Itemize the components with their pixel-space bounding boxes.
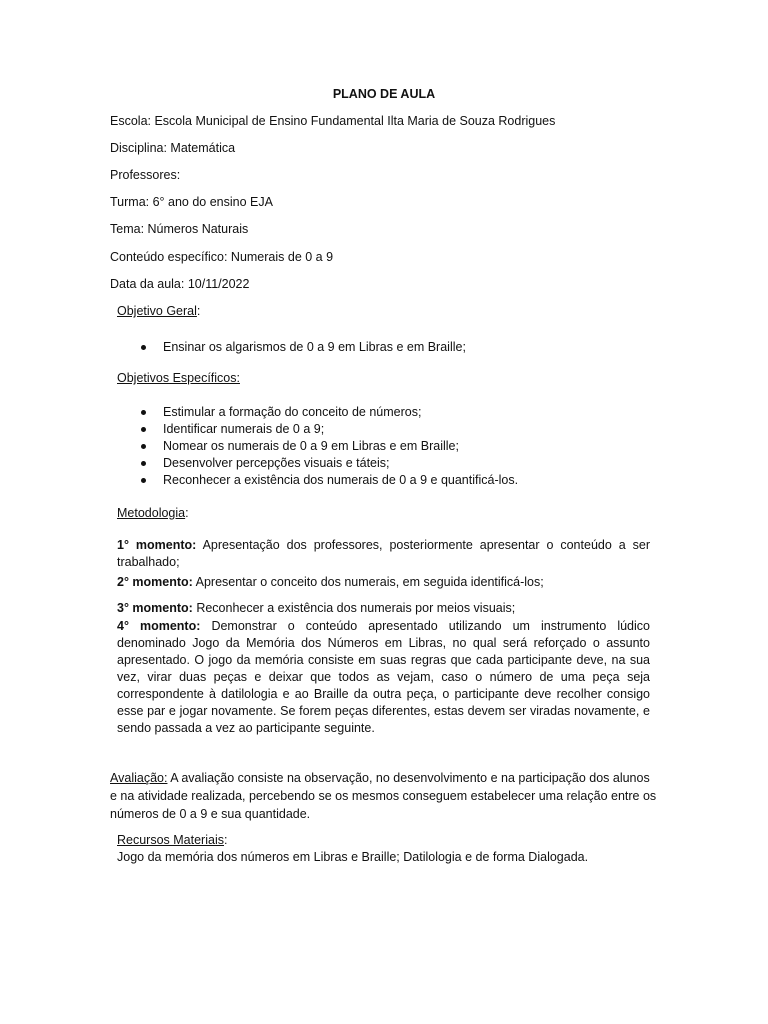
specific-objectives-heading [117, 371, 240, 385]
document-title: PLANO DE AULA [332, 87, 436, 101]
specific-objectives-list [135, 404, 518, 489]
moment-1-paragraph [117, 537, 650, 571]
moment-1-text: Apresentação dos professores, posteriormente apresentar o conteúdo a ser trabalhado; [117, 538, 650, 569]
theme-field: Tema: Números Naturais [110, 222, 249, 236]
general-objective-heading-colon: : [196, 304, 201, 318]
list-item: Desenvolver percepções visuais e táteis; [135, 455, 518, 472]
general-objective-heading-text: Objetivo Geral [117, 304, 197, 318]
methodology-heading-colon: : [185, 506, 189, 520]
moment-1-label: 1° momento: [117, 538, 197, 552]
moment-3-paragraph [117, 600, 650, 617]
moment-3-label: 3° momento: [117, 601, 193, 615]
methodology-heading-text: Metodologia [117, 506, 186, 520]
content-field: Conteúdo específico: Numerais de 0 a 9 [110, 250, 334, 264]
list-item: Reconhecer a existência dos numerais de 0 a 9 e quantificá-los. [135, 472, 518, 489]
class-field: Turma: 6° ano do ensino EJA [110, 195, 273, 209]
resources-heading-text: Recursos Materiais [117, 833, 224, 847]
moment-2-label: 2° momento: [117, 575, 193, 589]
evaluation-paragraph [110, 769, 660, 823]
moment-4-paragraph [117, 618, 650, 737]
list-item: Ensinar os algarismos de 0 a 9 em Libras e em Braille; [135, 339, 466, 356]
teachers-field: Professores: [110, 168, 181, 182]
subject-field: Disciplina: Matemática [110, 141, 236, 155]
moment-2-text: Apresentar o conceito dos numerais, em seguida identificá-los; [192, 575, 544, 589]
list-item: Estimular a formação do conceito de números; [135, 404, 518, 421]
general-objective-list [135, 339, 466, 356]
list-item: Nomear os numerais de 0 a 9 em Libras e em Braille; [135, 438, 518, 455]
evaluation-text: A avaliação consiste na observação, no desenvolvimento e na participação dos alunos e na atividade realizada, percebendo se os mesmos conseguem estabelecer uma relação entre os números de 0 a 9 e sua quantidade. [110, 771, 657, 821]
evaluation-heading: Avaliação: [110, 771, 168, 785]
resources-heading [117, 832, 677, 849]
specific-objectives-heading-text: Objetivos Específicos: [117, 371, 240, 385]
resources-text: Jogo da memória dos números em Libras e Braille; Datilologia e de forma Dialogada. [117, 850, 589, 864]
school-field: Escola: Escola Municipal de Ensino Fundamental Ilta Maria de Souza Rodrigues [110, 114, 556, 128]
general-objective-heading [117, 304, 200, 318]
resources-heading-colon: : [223, 833, 228, 847]
moment-3-text: Reconhecer a existência dos numerais por meios visuais; [192, 601, 516, 615]
moment-4-text: Demonstrar o conteúdo apresentado utilizando um instrumento lúdico denominado Jogo da Memória dos Números em Libras, no qual será reforçado o assunto apresentado. O jogo da memória consiste em suas regras que cada participante deve, na sua vez, virar duas peças e deixar que todos as vejam, caso o número de uma peça seja correspondente à datilologia e ao Braille da outra peça, o participante deve recolher consigo esse par e jogar novamente. Se forem peças diferentes, estas devem ser viradas novamente, e sendo passada a vez ao participante seguinte. [117, 619, 650, 735]
moment-2-paragraph [117, 574, 650, 591]
methodology-heading [117, 506, 189, 520]
resources-section [117, 832, 677, 866]
moment-4-label: 4° momento: [117, 619, 201, 633]
date-field: Data da aula: 10/11/2022 [110, 277, 250, 291]
list-item: Identificar numerais de 0 a 9; [135, 421, 518, 438]
